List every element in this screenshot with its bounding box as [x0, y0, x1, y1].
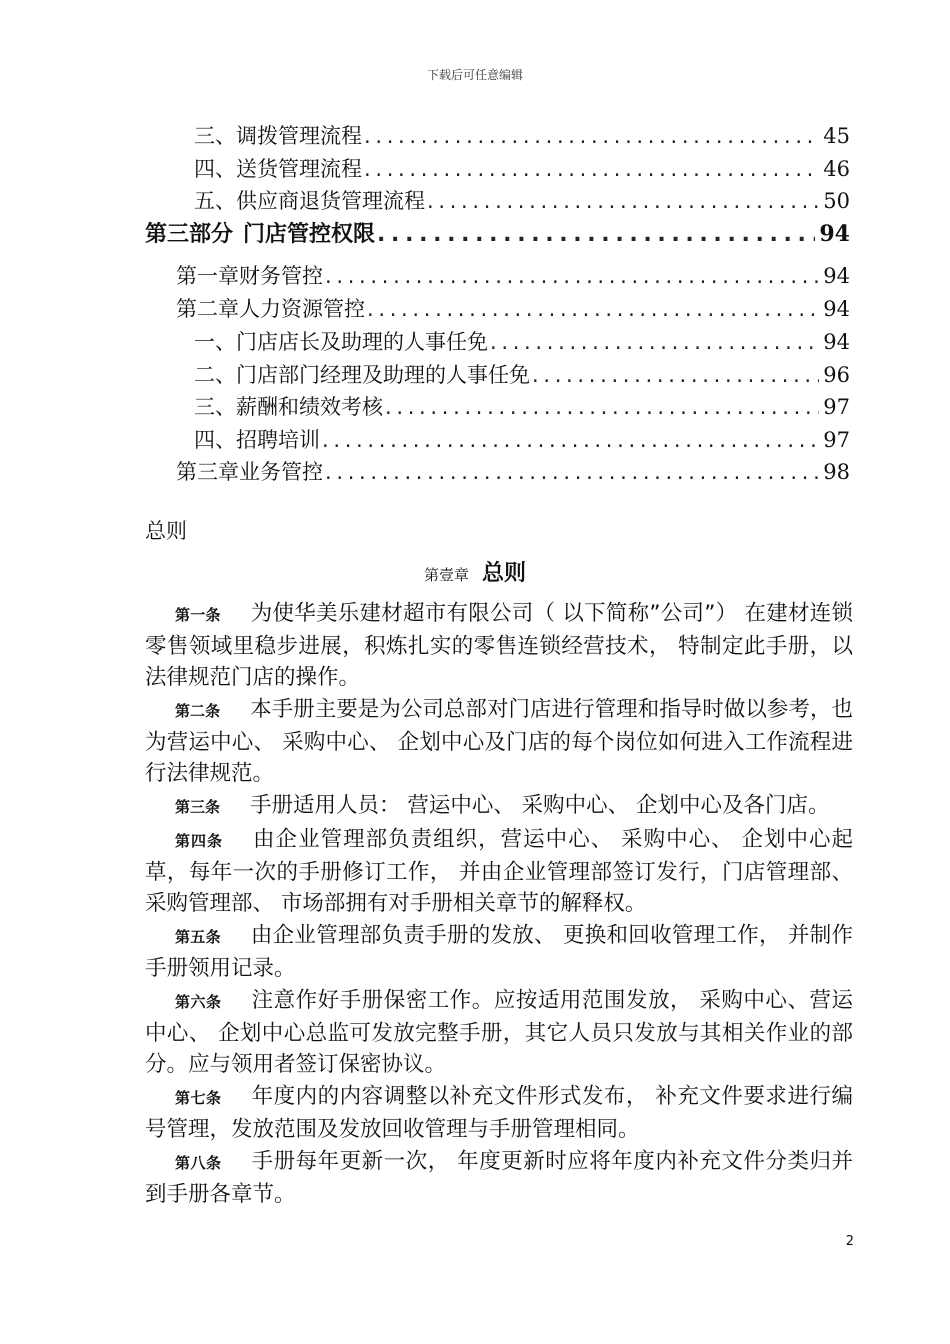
chapter-title: 总则 — [482, 561, 527, 586]
article — [145, 824, 853, 919]
article-label: 第一条 — [175, 606, 221, 624]
toc-leader — [490, 328, 819, 356]
chapter-prefix: 第壹章 — [423, 566, 469, 584]
toc-title: 门店店长及助理的人事任免 — [236, 330, 488, 354]
article — [145, 694, 853, 789]
chapter-heading — [0, 556, 950, 587]
toc-page: 94 — [823, 264, 850, 288]
article-label: 第七条 — [175, 1089, 222, 1107]
toc-page: 46 — [823, 157, 850, 181]
toc-page: 94 — [823, 297, 850, 321]
article-label: 第五条 — [175, 928, 221, 946]
toc-entry[interactable] — [194, 155, 850, 183]
toc-entry[interactable] — [176, 262, 850, 290]
article-text: 由企业管理部负责组织，营运中心、 采购中心、 企划中心起草，每年一次的手册修订工作， 并由企业管理部签订发行，门店管理部、 采购管理部、 市场部拥有对手册相关章节的解释权。 — [145, 827, 853, 916]
toc-number: 一、 — [194, 330, 236, 354]
toc-number: 三、 — [194, 395, 236, 419]
toc-leader — [364, 155, 819, 183]
article-label: 第四条 — [175, 832, 224, 850]
article-text: 手册适用人员： 营运中心、 采购中心、 企划中心及各门店。 — [250, 793, 830, 818]
article-text: 手册每年更新一次， 年度更新时应将年度内补充文件分类归并到手册各章节。 — [145, 1149, 853, 1207]
article-text: 注意作好手册保密工作。应按适用范围发放， 采购中心、营运中心、 企划中心总监可发放完整手册，其它人员只发放与其相关作业的部分。应与领用者签订保密协议。 — [145, 988, 853, 1077]
toc-leader — [364, 122, 819, 150]
toc-page: 94 — [819, 221, 850, 247]
toc-leader — [532, 361, 819, 389]
toc-leader — [377, 221, 815, 249]
toc-title: 招聘培训 — [236, 428, 320, 452]
toc-entry[interactable] — [194, 426, 850, 454]
article — [145, 1081, 853, 1145]
article — [145, 985, 853, 1080]
toc-entry-part[interactable] — [145, 220, 850, 249]
toc-number: 五、 — [194, 189, 236, 213]
article — [145, 790, 853, 823]
toc-number: 第三章 — [176, 460, 239, 484]
toc-title: 供应商退货管理流程 — [236, 189, 425, 213]
toc-number: 四、 — [194, 428, 236, 452]
toc-page: 98 — [823, 460, 850, 484]
toc-title: 业务管控 — [239, 460, 323, 484]
toc-leader — [325, 458, 819, 486]
page-header: 下载后可任意编辑 — [426, 68, 523, 82]
article-label: 第六条 — [175, 993, 222, 1011]
toc-title: 送货管理流程 — [236, 157, 362, 181]
toc-page: 97 — [823, 395, 850, 419]
article — [145, 920, 853, 984]
toc-title: 财务管控 — [239, 264, 323, 288]
toc-title: 调拨管理流程 — [236, 124, 362, 148]
section-label: 总则 — [145, 519, 187, 543]
toc-page: 50 — [823, 189, 850, 213]
toc-number: 四、 — [194, 157, 236, 181]
toc-page: 96 — [823, 363, 850, 387]
article-text: 本手册主要是为公司总部对门店进行管理和指导时做以参考，也为营运中心、 采购中心、 企划中心及门店的每个岗位如何进入工作流程进行法律规范。 — [145, 697, 853, 786]
toc-leader — [325, 262, 819, 290]
toc-page: 94 — [823, 330, 850, 354]
toc-number: 二、 — [194, 363, 236, 387]
toc-page: 97 — [823, 428, 850, 452]
toc-title: 门店管控权限 — [243, 222, 376, 247]
toc-page: 45 — [823, 124, 850, 148]
toc-title: 薪酬和绩效考核 — [236, 395, 383, 419]
toc-number: 第一章 — [176, 264, 239, 288]
page-number: 2 — [845, 1234, 854, 1249]
article-label: 第三条 — [175, 798, 221, 816]
article-text: 由企业管理部负责手册的发放、 更换和回收管理工作， 并制作手册领用记录。 — [145, 923, 853, 981]
articles — [145, 598, 853, 1211]
toc-number: 三、 — [194, 124, 236, 148]
toc-leader — [427, 187, 819, 215]
toc-title: 人力资源管控 — [239, 297, 365, 321]
article-text: 为使华美乐建材超市有限公司（ 以下简称”公司”） 在建材连锁零售领域里稳步进展，积炼扎实的零售连锁经营技术， 特制定此手册，以法律规范门店的操作。 — [145, 601, 853, 690]
toc-title: 门店部门经理及助理的人事任免 — [236, 363, 530, 387]
article-text: 年度内的内容调整以补充文件形式发布， 补充文件要求进行编号管理，发放范围及发放回收管理与手册管理相同。 — [145, 1084, 853, 1142]
toc-entry[interactable] — [176, 295, 850, 323]
toc-number: 第三部分 — [145, 222, 234, 247]
toc-entry[interactable] — [194, 187, 850, 215]
toc-entry[interactable] — [176, 458, 850, 486]
toc-entry[interactable] — [194, 328, 850, 356]
article — [145, 598, 853, 693]
toc-entry[interactable] — [194, 393, 850, 421]
article-label: 第八条 — [175, 1154, 222, 1172]
toc-leader — [367, 295, 819, 323]
toc-entry[interactable] — [194, 361, 850, 389]
toc-leader — [322, 426, 819, 454]
toc-entry[interactable] — [194, 122, 850, 150]
article — [145, 1146, 853, 1210]
toc-leader — [385, 393, 819, 421]
article-label: 第二条 — [175, 702, 221, 720]
toc-number: 第二章 — [176, 297, 239, 321]
